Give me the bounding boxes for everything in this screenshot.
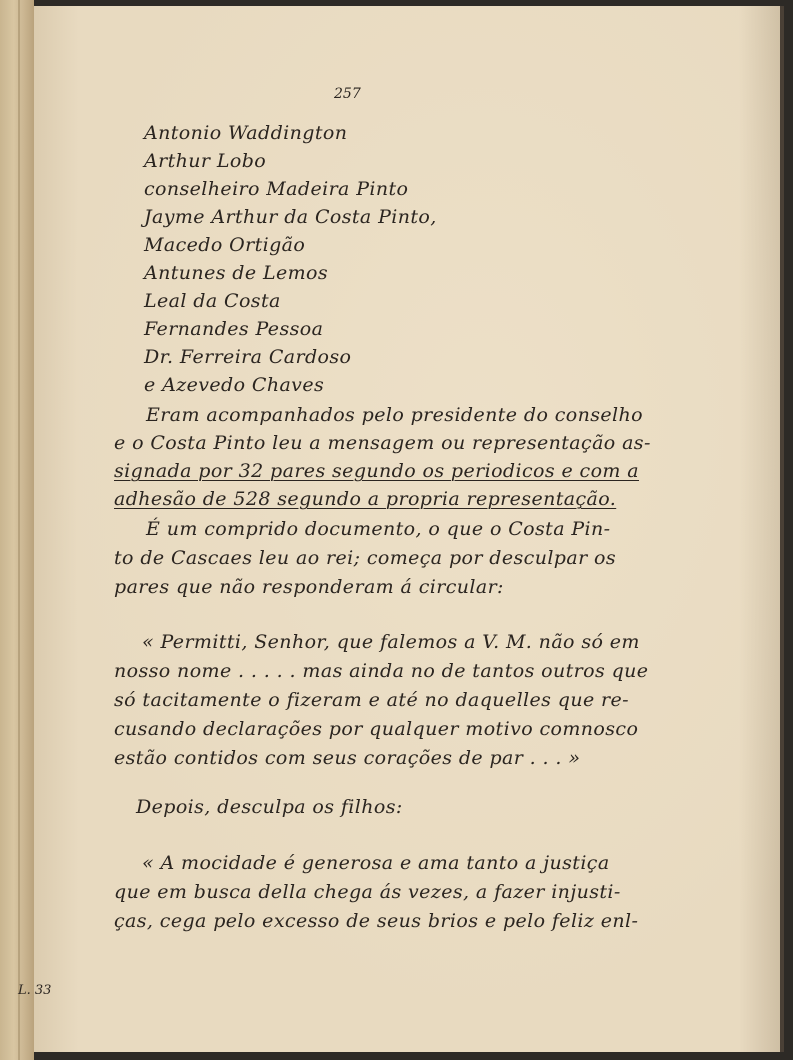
name-line: Jayme Arthur da Costa Pinto, [144, 206, 437, 228]
name-line: Antonio Waddington [144, 122, 348, 144]
text-line: É um comprido documento, o que o Costa Pin- [146, 518, 611, 540]
name-line: Arthur Lobo [144, 150, 267, 172]
archive-mark: L. 33 [18, 983, 52, 998]
name-line: Fernandes Pessoa [144, 318, 324, 340]
name-line: Dr. Ferreira Cardoso [144, 346, 352, 368]
quote-line: ças, cega pelo excesso de seus brios e pelo feliz enl- [114, 910, 639, 932]
text-line: e o Costa Pinto leu a mensagem ou representação as- [114, 432, 651, 454]
quote-line: « A mocidade é generosa e ama tanto a justiça [142, 852, 610, 874]
text-line: Eram acompanhados pelo presidente do conselho [146, 404, 643, 426]
quote-line: que em busca della chega ás vezes, a fazer injusti- [114, 881, 621, 903]
spine-crease [18, 0, 20, 1060]
name-line: Leal da Costa [144, 290, 281, 312]
text-line: signada por 32 pares segundo os periodicos e com a [114, 460, 639, 482]
manuscript-page [34, 6, 784, 1052]
text-line: adhesão de 528 segundo a propria representação. [114, 488, 617, 510]
quote-line: cusando declarações por qualquer motivo comnosco [114, 718, 639, 740]
text-line: to de Cascaes leu ao rei; começa por desculpar os [114, 547, 617, 569]
quote-line: estão contidos com seus corações de par . . . » [114, 747, 581, 769]
name-line: e Azevedo Chaves [144, 374, 325, 396]
name-line: Macedo Ortigão [144, 234, 306, 256]
quote-line: « Permitti, Senhor, que falemos a V. M. não só em [142, 631, 640, 653]
name-line: Antunes de Lemos [144, 262, 329, 284]
text-line: pares que não responderam á circular: [114, 576, 504, 598]
name-line: conselheiro Madeira Pinto [144, 178, 409, 200]
quote-line: só tacitamente o fizeram e até no daquelles que re- [114, 689, 629, 711]
page-edge-shadow [780, 6, 784, 1052]
book-spine-edge [0, 0, 34, 1060]
text-line: Depois, desculpa os filhos: [136, 796, 403, 818]
page-number: 257 [334, 86, 361, 102]
quote-line: nosso nome . . . . . mas ainda no de tantos outros que [114, 660, 649, 682]
